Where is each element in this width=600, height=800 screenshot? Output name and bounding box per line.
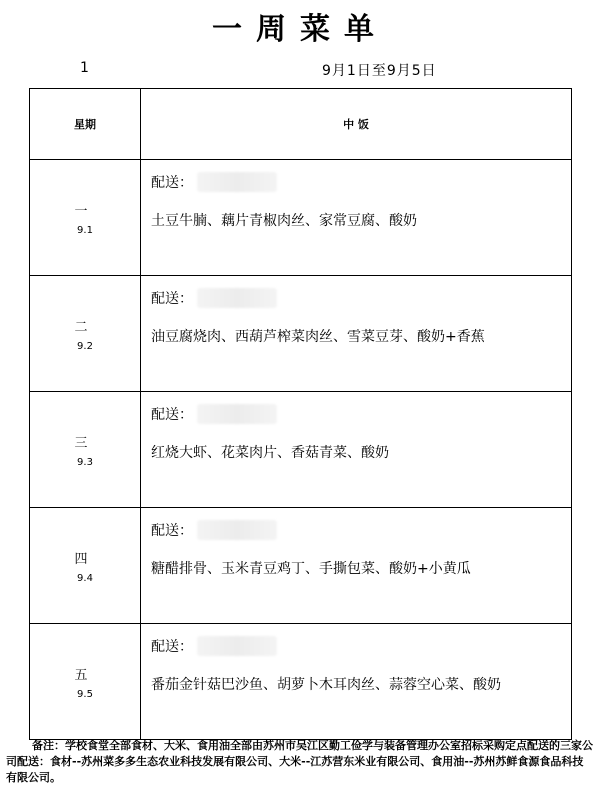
day-cell [30, 276, 141, 392]
menu-table [29, 88, 572, 740]
day-date: 9.4 [77, 572, 93, 584]
delivery-line [151, 172, 571, 192]
delivery-label: 配送： [151, 291, 193, 307]
delivery-line [151, 404, 571, 424]
table-row [30, 392, 572, 508]
lunch-cell [141, 160, 572, 276]
lunch-cell [141, 392, 572, 508]
redacted-supplier [197, 404, 277, 424]
redacted-supplier [197, 520, 277, 540]
delivery-label: 配送： [151, 523, 193, 539]
day-cell [30, 392, 141, 508]
redacted-supplier [197, 172, 277, 192]
table-row [30, 160, 572, 276]
redacted-supplier [197, 288, 277, 308]
delivery-line [151, 636, 571, 656]
dish-list: 糖醋排骨、玉米青豆鸡丁、手撕包菜、酸奶+小黄瓜 [151, 561, 471, 577]
week-number: 1 [80, 60, 89, 76]
table-row [30, 624, 572, 740]
dish-list: 土豆牛腩、藕片青椒肉丝、家常豆腐、酸奶 [151, 213, 417, 229]
day-name: 四 [74, 551, 88, 567]
lunch-cell [141, 276, 572, 392]
lunch-cell [141, 624, 572, 740]
day-cell [30, 160, 141, 276]
day-date: 9.5 [77, 688, 93, 700]
delivery-label: 配送： [151, 639, 193, 655]
dish-list: 红烧大虾、花菜肉片、香菇青菜、酸奶 [151, 445, 389, 461]
date-range: 9月1日至9月5日 [322, 63, 437, 79]
column-header-lunch: 中 饭 [141, 89, 572, 160]
table-row [30, 276, 572, 392]
delivery-line [151, 520, 571, 540]
page-title: 一周菜单 [212, 12, 388, 47]
redacted-supplier [197, 636, 277, 656]
delivery-line [151, 288, 571, 308]
table-row [30, 508, 572, 624]
dish-list: 番茄金针菇巴沙鱼、胡萝卜木耳肉丝、蒜蓉空心菜、酸奶 [151, 677, 501, 693]
table-header-row [30, 89, 572, 160]
dish-list: 油豆腐烧肉、西葫芦榨菜肉丝、雪菜豆芽、酸奶+香蕉 [151, 329, 485, 345]
day-cell [30, 624, 141, 740]
footer-note: 备注：学校食堂全部食材、大米、食用油全部由苏州市吴江区勤工俭学与装备管理办公室招标采购定点配送的三家公司配送：食材--苏州菜多多生态农业科技发展有限公司、大米--江苏营东米业有限公司、食用油--苏州苏鲜食源食品科技有限公司。 [6, 739, 593, 784]
day-date: 9.2 [77, 340, 93, 352]
day-name: 五 [74, 667, 88, 683]
day-date: 9.3 [77, 456, 93, 468]
delivery-label: 配送： [151, 407, 193, 423]
delivery-label: 配送： [151, 175, 193, 191]
day-cell [30, 508, 141, 624]
day-name: 二 [74, 319, 88, 335]
day-date: 9.1 [77, 224, 93, 236]
column-header-day: 星期 [30, 89, 141, 160]
lunch-cell [141, 508, 572, 624]
day-name: 一 [74, 203, 88, 219]
day-name: 三 [74, 435, 88, 451]
